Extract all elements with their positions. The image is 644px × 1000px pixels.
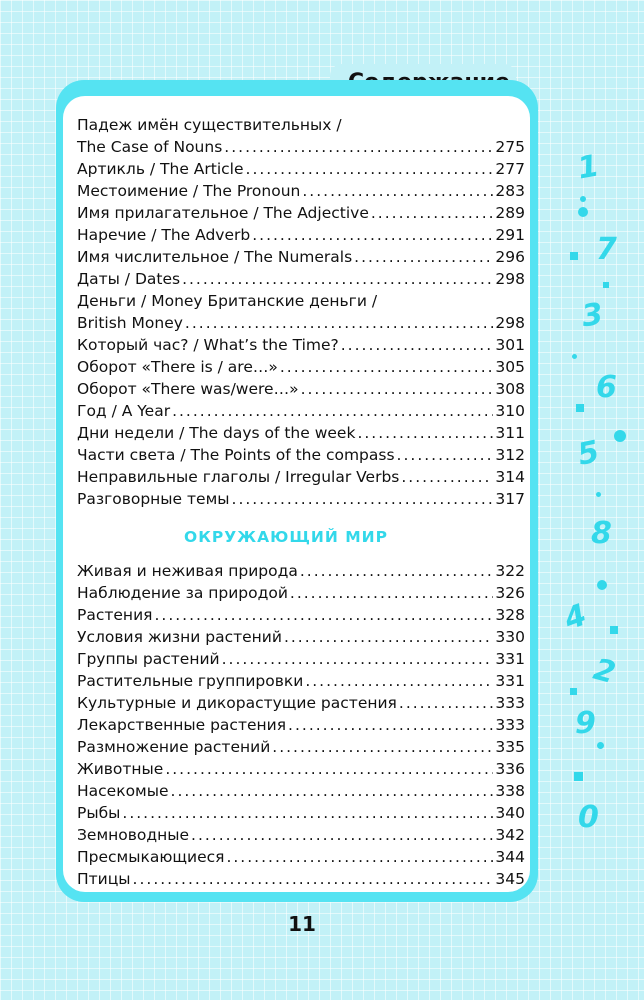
decor-dot [596, 492, 601, 497]
dot-leader [401, 466, 493, 488]
decor-digit: 8 [591, 516, 612, 551]
decor-digit: 3 [579, 296, 606, 335]
dot-leader [371, 202, 494, 224]
toc-entry [77, 334, 525, 356]
dot-leader [280, 356, 494, 378]
dot-leader [182, 268, 493, 290]
toc-entry-page: 275 [495, 138, 525, 156]
toc-entry [77, 224, 525, 246]
table-of-contents [77, 114, 525, 890]
dot-leader [171, 780, 494, 802]
toc-entry-title: Оборот «There was/were…» [77, 380, 299, 398]
dot-leader [122, 802, 493, 824]
section-heading: ОКРУЖАЮЩИЙ МИР [184, 528, 388, 546]
toc-entry-title: Местоимение / The Pronoun [77, 182, 301, 200]
toc-entry-title: Живая и неживая природа [77, 562, 298, 580]
toc-entry-page: 333 [495, 716, 525, 734]
toc-entry [77, 180, 525, 202]
toc-entry-page: 283 [495, 182, 525, 200]
dot-leader [305, 670, 493, 692]
dot-leader [284, 626, 493, 648]
dot-leader [191, 824, 493, 846]
toc-entry [77, 824, 525, 846]
toc-entry [77, 714, 525, 736]
toc-entry-title: Растительные группировки [77, 672, 304, 690]
dot-leader [172, 400, 493, 422]
toc-entry-title: Имя прилагательное / The Adjective [77, 204, 369, 222]
toc-entry-title: British Money [77, 314, 183, 332]
toc-entry-title: Пресмыкающиеся [77, 848, 225, 866]
decor-digit: 4 [559, 597, 592, 638]
dot-leader [397, 444, 494, 466]
dot-leader [185, 312, 493, 334]
toc-entry-page: 305 [495, 358, 525, 376]
toc-entry-title: Культурные и дикорастущие растения [77, 694, 397, 712]
toc-entry [77, 136, 525, 158]
toc-entry [77, 868, 525, 890]
decor-digit: 5 [574, 434, 603, 473]
toc-entry [77, 488, 525, 510]
toc-entry [77, 736, 525, 758]
toc-entry-title: Земноводные [77, 826, 190, 844]
dot-leader [357, 422, 493, 444]
toc-entry [77, 312, 525, 334]
dot-leader [252, 224, 493, 246]
toc-entry-title: Дни недели / The days of the week [77, 424, 356, 442]
toc-entry [77, 560, 525, 582]
world-section [77, 560, 525, 890]
decor-square [603, 282, 609, 288]
toc-entry [77, 626, 525, 648]
toc-entry-page: 312 [495, 446, 525, 464]
toc-entry [77, 758, 525, 780]
toc-entry-page: 298 [495, 270, 525, 288]
toc-entry-title: Наречие / The Adverb [77, 226, 251, 244]
toc-entry-page: 317 [495, 490, 525, 508]
dot-leader [341, 334, 494, 356]
toc-entry-title: Лекарственные растения [77, 716, 287, 734]
dot-leader [224, 136, 493, 158]
toc-entry-page: 344 [495, 848, 525, 866]
dot-leader [290, 582, 494, 604]
dot-leader [288, 714, 493, 736]
dot-leader [165, 758, 493, 780]
dot-leader [222, 648, 494, 670]
toc-entry-title: Животные [77, 760, 164, 778]
toc-entry [77, 356, 525, 378]
toc-entry-title: Который час? / What’s the Time? [77, 336, 339, 354]
toc-entry-page: 326 [495, 584, 525, 602]
toc-entry-title: Наблюдение за природой [77, 584, 288, 602]
toc-entry [77, 268, 525, 290]
toc-entry [77, 202, 525, 224]
toc-entry-title: Падеж имён существительных / [77, 116, 342, 134]
toc-entry-page: 333 [495, 694, 525, 712]
page-number: 11 [288, 912, 316, 936]
toc-entry-page: 340 [495, 804, 525, 822]
toc-entry-page: 308 [495, 380, 525, 398]
toc-entry-page: 336 [495, 760, 525, 778]
toc-entry-title: Части света / The Points of the compass [77, 446, 395, 464]
toc-entry-title: Оборот «There is / are…» [77, 358, 278, 376]
decor-dot [614, 430, 626, 442]
toc-entry-page: 277 [495, 160, 525, 178]
dot-leader [226, 846, 493, 868]
decor-dot [597, 580, 607, 590]
toc-entry-page: 322 [495, 562, 525, 580]
toc-entry-page: 345 [495, 870, 525, 888]
toc-entry [77, 400, 525, 422]
decor-digit: 1 [575, 148, 602, 187]
toc-entry [77, 158, 525, 180]
toc-entry [77, 846, 525, 868]
toc-entry-page: 289 [495, 204, 525, 222]
dot-leader [302, 180, 493, 202]
toc-entry-title: Имя числительное / The Numerals [77, 248, 353, 266]
dot-leader [354, 246, 493, 268]
toc-entry [77, 670, 525, 692]
toc-entry-title: Группы растений [77, 650, 220, 668]
toc-entry-title: Разговорные темы [77, 490, 230, 508]
toc-entry-page: 301 [495, 336, 525, 354]
decor-dot [572, 354, 577, 359]
toc-entry-page: 291 [495, 226, 525, 244]
toc-entry [77, 604, 525, 626]
toc-entry-title: The Case of Nouns [77, 138, 223, 156]
toc-entry [77, 422, 525, 444]
toc-entry-page: 328 [495, 606, 525, 624]
toc-entry-title: Артикль / The Article [77, 160, 244, 178]
toc-entry-title: Рыбы [77, 804, 121, 822]
toc-entry-page: 331 [495, 650, 525, 668]
toc-entry [77, 378, 525, 400]
toc-entry-title: Птицы [77, 870, 131, 888]
toc-entry [77, 802, 525, 824]
toc-entry [77, 246, 525, 268]
toc-entry-page: 331 [495, 672, 525, 690]
decor-dot [578, 207, 588, 217]
toc-entry-title: Условия жизни растений [77, 628, 282, 646]
dot-leader [154, 604, 493, 626]
dot-leader [300, 560, 494, 582]
toc-entry [77, 114, 525, 136]
decor-digit: 2 [589, 651, 620, 692]
dot-leader [272, 736, 493, 758]
toc-entry-page: 311 [495, 424, 525, 442]
toc-entry-title: Деньги / Money Британские деньги / [77, 292, 378, 310]
toc-entry-title: Год / A Year [77, 402, 171, 420]
toc-entry [77, 648, 525, 670]
dot-leader [232, 488, 494, 510]
toc-entry-title: Растения [77, 606, 153, 624]
decor-dot [580, 196, 586, 202]
toc-entry [77, 444, 525, 466]
decor-digit: 0 [578, 800, 599, 835]
toc-entry-page: 310 [495, 402, 525, 420]
toc-entry-title: Размножение растений [77, 738, 271, 756]
toc-entry-page: 314 [495, 468, 525, 486]
dot-leader [399, 692, 494, 714]
decor-digit: 6 [596, 370, 617, 405]
toc-entry-page: 338 [495, 782, 525, 800]
toc-entry-page: 296 [495, 248, 525, 266]
toc-entry-page: 342 [495, 826, 525, 844]
decor-digit: 7 [596, 232, 617, 267]
decor-digit: 9 [575, 706, 596, 741]
decor-square [576, 404, 584, 412]
dot-leader [246, 158, 494, 180]
toc-entry [77, 290, 525, 312]
dot-leader [301, 378, 494, 400]
decor-square [610, 626, 618, 634]
dot-leader [133, 868, 494, 890]
toc-entry-page: 298 [495, 314, 525, 332]
english-section [77, 114, 525, 510]
decor-dot [597, 742, 604, 749]
decor-square [570, 252, 578, 260]
decor-square [574, 772, 583, 781]
toc-entry-title: Неправильные глаголы / Irregular Verbs [77, 468, 400, 486]
toc-entry [77, 582, 525, 604]
toc-entry [77, 466, 525, 488]
toc-entry-title: Насекомые [77, 782, 169, 800]
decor-square [570, 688, 577, 695]
toc-entry-title: Даты / Dates [77, 270, 181, 288]
toc-entry-page: 335 [495, 738, 525, 756]
toc-entry-page: 330 [495, 628, 525, 646]
toc-entry [77, 780, 525, 802]
toc-entry [77, 692, 525, 714]
